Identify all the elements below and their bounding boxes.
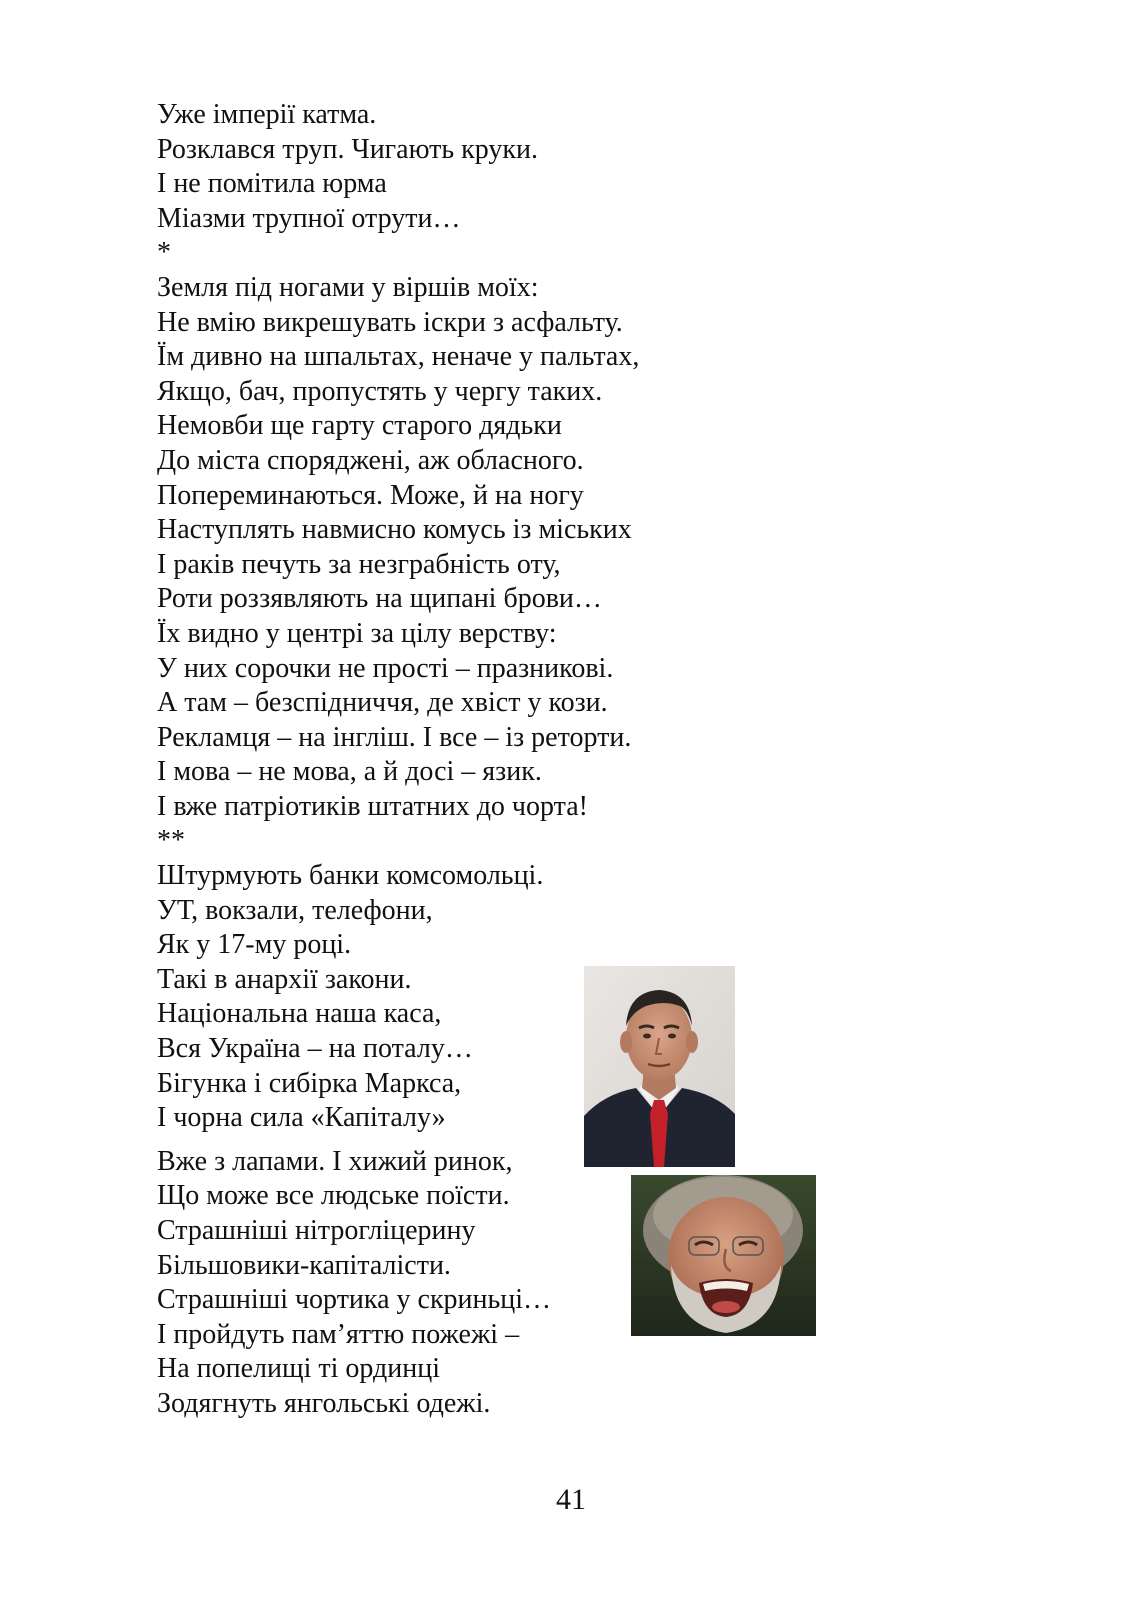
poem-line: І чорна сила «Капіталу» xyxy=(157,1102,446,1134)
poem-line: Як у 17-му році. xyxy=(157,929,352,961)
poem-line: Страшніші нітрогліцерину xyxy=(157,1215,476,1246)
poem-line: Уже імперії катма. xyxy=(157,99,377,130)
poem-line: І мова – не мова, а й досі – язик. xyxy=(157,756,542,788)
poem-line: Немовби ще гарту старого дядьки xyxy=(157,410,562,442)
poem-line: Не вмію викрешувать іскри з асфальту. xyxy=(157,306,623,338)
poem-line: І не помітила юрма xyxy=(157,168,387,200)
poem-line: І вже патріотиків штатних до чорта! xyxy=(157,790,588,822)
poem-line: Вже з лапами. І хижий ринок, xyxy=(157,1145,513,1177)
poem-line: Штурмують банки комсомольці. xyxy=(157,860,544,892)
poem-line: Земля під ногами у віршів моїх: xyxy=(157,271,539,303)
poem-line: Роти роззявляють на щипані брови… xyxy=(157,583,602,615)
poem-line: Їм дивно на шпальтах, неначе у пальтах, xyxy=(157,341,640,373)
poem-line: А там – безспідниччя, де хвіст у кози. xyxy=(157,687,608,719)
poem-line: Страшніші чортика у скриньці… xyxy=(157,1284,552,1316)
poem-line: Якщо, бач, пропустять у чергу таких. xyxy=(157,375,603,407)
poem-line: Національна наша каса, xyxy=(157,998,442,1030)
section-separator: ** xyxy=(157,825,185,857)
poem-line: І раків печуть за незграбність оту, xyxy=(157,548,561,580)
poem-line: На попелищі ті ординці xyxy=(157,1353,440,1385)
poem-line: Вся Україна – на поталу… xyxy=(157,1033,473,1065)
portrait-photo-2 xyxy=(631,1175,816,1336)
poem-line: Їх видно у центрі за цілу верству: xyxy=(157,617,557,649)
portrait-photo-1 xyxy=(584,966,735,1167)
section-separator: * xyxy=(157,237,171,269)
poem-line: Що може все людське поїсти. xyxy=(157,1180,510,1212)
portrait-photo-man-suit-red-tie-icon xyxy=(584,966,735,1167)
poem-line: Міазми трупної отрути… xyxy=(157,202,461,234)
poem-line: Бігунка і сибірка Маркса, xyxy=(157,1067,462,1099)
poem-line: У них сорочки не прості – празникові. xyxy=(157,652,614,684)
poem-line: І пройдуть пам’яттю пожежі – xyxy=(157,1318,520,1350)
poem-line: Попереминаються. Може, й на ногу xyxy=(157,479,584,511)
poem-line: Більшовики-капіталісти. xyxy=(157,1249,451,1281)
portrait-photo-man-laughing-beard-icon xyxy=(631,1175,816,1336)
poem-line: Наступлять навмисно комусь із міських xyxy=(157,514,632,546)
poem-line: Такі в анархії закони. xyxy=(157,963,412,995)
page-number: 41 xyxy=(556,1483,586,1516)
poem-line: Розклався труп. Чигають круки. xyxy=(157,133,538,165)
poem-line: Рекламця – на інгліш. І все – із реторти. xyxy=(157,721,632,753)
poem-line: УТ, вокзали, телефони, xyxy=(157,894,433,926)
poem-line: Зодягнуть янгольські одежі. xyxy=(157,1387,491,1419)
poem-line: До міста споряджені, аж обласного. xyxy=(157,444,584,476)
